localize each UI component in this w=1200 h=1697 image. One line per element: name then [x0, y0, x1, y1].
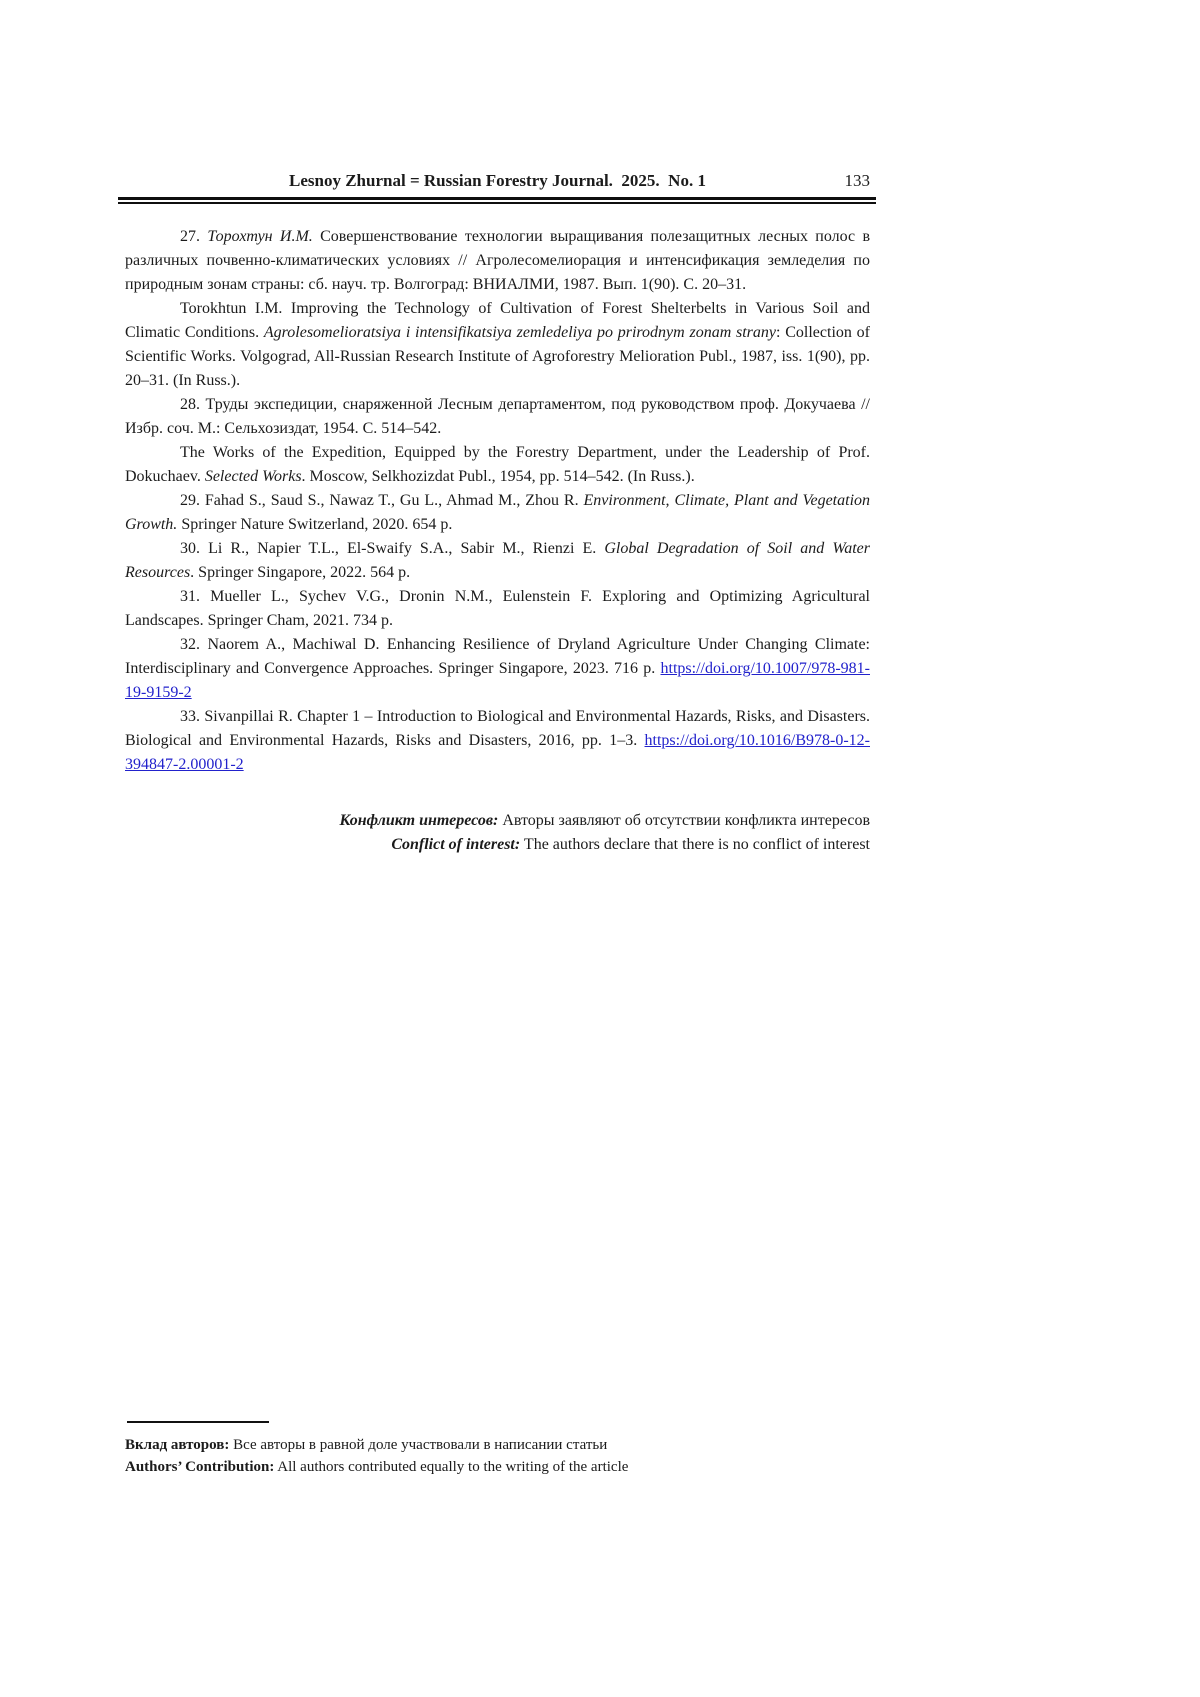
header-double-rule — [118, 197, 876, 204]
reference-text-segment: Торохтун И.М. — [207, 228, 313, 245]
reference-text-segment: 33. Sivanpillai R. Chapter 1 – Introduction to Biological and Environmental Hazards, Risks, and Disasters. Biological and Environmental Hazards, Risks and Disasters, 2016, pp. 1–3. — [125, 708, 870, 749]
footnote-rule — [127, 1421, 269, 1423]
reference-text-segment: 27. — [180, 228, 208, 245]
conflict-text-ru: Авторы заявляют об отсутствии конфликта интересов — [498, 812, 870, 829]
contribution-text-en: All authors contributed equally to the writing of the article — [274, 1459, 629, 1475]
contribution-label-en: Authors’ Contribution: — [125, 1459, 275, 1475]
reference-text-segment: The Works of the Expedition, Equipped by the Forestry Department, under the Leadership of Prof. Dokuchaev. — [125, 444, 870, 485]
contribution-line-en — [125, 1456, 870, 1478]
reference-item — [125, 441, 870, 489]
reference-item — [125, 297, 870, 393]
reference-item — [125, 705, 870, 777]
reference-text-segment: Global Degradation of Soil and Water Resources — [125, 540, 871, 581]
reference-text-segment: Environment, Climate, Plant and Vegetation Growth. — [125, 492, 871, 533]
reference-item — [125, 585, 870, 633]
conflict-text-en: The authors declare that there is no conflict of interest — [520, 836, 870, 853]
reference-text-segment: Совершенствование технологии выращивания полезащитных лесных полос в различных почвенно-климатических условиях // Агролесомелиорация и интенсификация земледелия по природным зонам страны: сб. науч. тр. Волгоград: ВНИАЛМИ, 1987. Вып. 1(90). С. 20–31. — [125, 228, 870, 293]
reference-text-segment: Springer Nature Switzerland, 2020. 654 p. — [177, 516, 453, 533]
reference-item — [125, 633, 870, 705]
reference-item — [125, 393, 870, 441]
reference-text-segment: 31. Mueller L., Sychev V.G., Dronin N.M., Eulenstein F. Exploring and Optimizing Agricultural Landscapes. Springer Cham, 2021. 734 p. — [125, 588, 870, 629]
doi-link[interactable]: https://doi.org/10.1016/B978-0-12-394847-2.00001-2 — [125, 732, 870, 773]
journal-title: Lesnoy Zhurnal = Russian Forestry Journal. 2025. No. 1 — [289, 171, 706, 190]
reference-text-segment: Torokhtun I.M. Improving the Technology of Cultivation of Forest Shelterbelts in Various Soil and Climatic Conditions. — [125, 300, 870, 341]
conflict-label-en: Conflict of interest: — [391, 836, 521, 853]
page-content — [125, 0, 870, 857]
conflict-label-ru: Конфликт интересов: — [339, 812, 499, 829]
running-head — [125, 171, 870, 204]
contribution-label-ru: Вклад авторов: — [125, 1437, 230, 1453]
doi-link[interactable]: https://doi.org/10.1007/978-981-19-9159-2 — [125, 660, 870, 701]
reference-text-segment: 30. Li R., Napier T.L., El-Swaify S.A., Sabir M., Rienzi E. — [180, 540, 605, 557]
conflict-line-en — [125, 833, 870, 857]
reference-text-segment: 32. Naorem A., Machiwal D. Enhancing Resilience of Dryland Agriculture Under Changing Climate: Interdisciplinary and Convergence Approaches. Springer Singapore, 2023. 716 p. — [125, 636, 870, 677]
references-section — [125, 225, 870, 777]
reference-text-segment: . Springer Singapore, 2022. 564 p. — [190, 564, 411, 581]
authors-contribution-block — [125, 1421, 870, 1478]
reference-item — [125, 489, 870, 537]
reference-text-segment: Agrolesomelioratsiya i intensifikatsiya zemledeliya po prirodnym zonam strany — [263, 324, 777, 341]
reference-text-segment: . Moscow, Selkhozizdat Publ., 1954, pp. 514–542. (In Russ.). — [301, 468, 695, 485]
reference-text-segment: Selected Works — [204, 468, 302, 485]
reference-item — [125, 537, 870, 585]
contribution-text-ru: Все авторы в равной доле участвовали в написании статьи — [229, 1437, 608, 1453]
contribution-line-ru — [125, 1434, 870, 1456]
conflict-of-interest-block — [125, 809, 870, 857]
conflict-line-ru — [125, 809, 870, 833]
reference-text-segment: 29. Fahad S., Saud S., Nawaz T., Gu L., Ahmad M., Zhou R. — [180, 492, 584, 509]
reference-text-segment: 28. Труды экспедиции, снаряженной Лесным департаментом, под руководством проф. Докучаева // Избр. соч. М.: Сельхозиздат, 1954. С. 514–542. — [125, 396, 870, 437]
reference-item — [125, 225, 870, 297]
reference-text-segment: : Collection of Scientific Works. Volgograd, All-Russian Research Institute of Agroforestry Melioration Publ., 1987, iss. 1(90), pp. 20–31. (In Russ.). — [125, 324, 870, 389]
page-number: 133 — [844, 171, 870, 190]
